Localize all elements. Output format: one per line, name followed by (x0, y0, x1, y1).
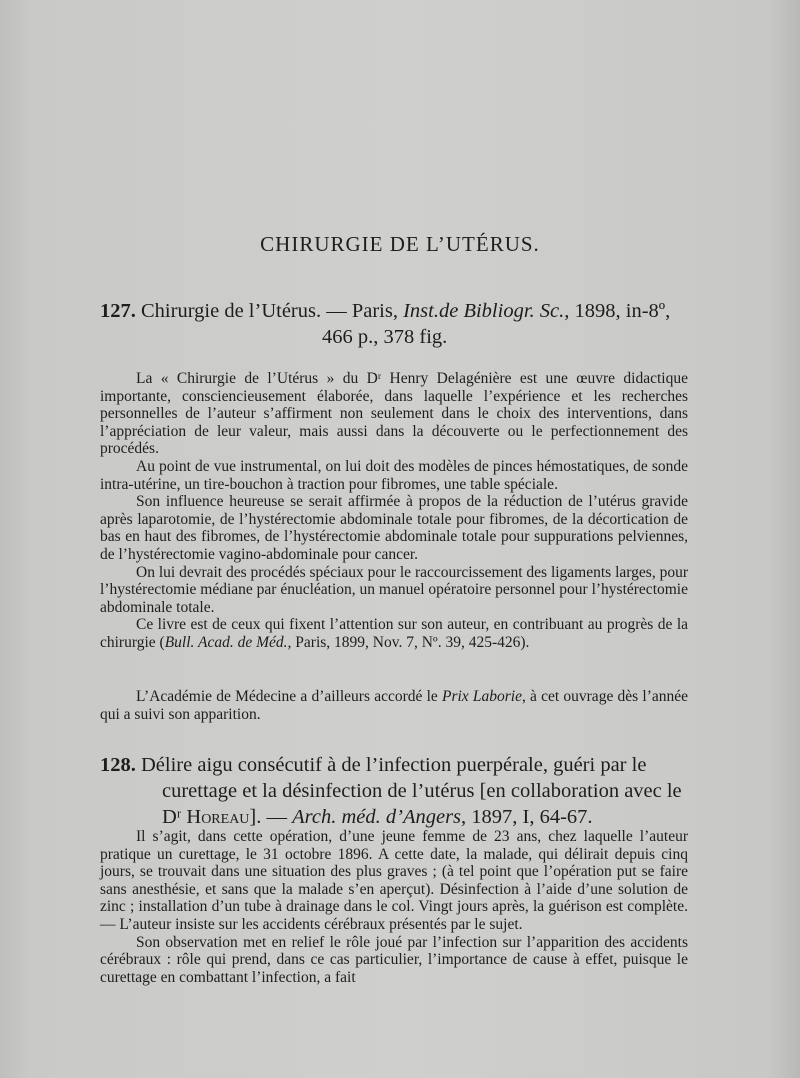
paragraph: On lui devrait des procédés spéciaux pour le raccourcissement des ligaments larges, pour l’hystérectomie médiane par énucléation, un manuel opératoire personnel pour l’hystérectomie abdominale totale. (100, 563, 688, 616)
prize-name: Prix Laborie (441, 688, 522, 705)
paragraph-text: Paris, 1899, Nov. 7, Nº. 39, 425-426). (291, 633, 530, 651)
paragraph: Son influence heureuse se serait affirmée à propos de la réduction de l’utérus gravide après laparotomie, de l’hystérectomie abdominale totale pour fibromes, de la décortication de bas en haut des fibromes, de l’hystérectomie abdominale totale pour suppurations pelviennes, de l’hystérectomie vagino-abdominale pour cancer. (100, 493, 688, 563)
paragraph: Il s’agit, dans cette opération, d’une jeune femme de 23 ans, chez laquelle l’auteur pratique un curettage, le 31 octobre 1896. A cette date, la malade, qui délirait depuis cinq jours, se trouvait dans une situation des plus graves ; (à tel point que l’opération put se faire sans anesthésie, et sans que la malade s’en aperçut). Désinfection à l’aide d’une solution de zinc ; installation d’un tube à drainage dans le col. Vingt jours après, la guérison est complète. — L’auteur insiste sur les accidents cérébraux présentés par le sujet. (100, 828, 688, 933)
paragraph-text: , à cet ouvrage dès l’année qui a suivi son apparition. (100, 688, 688, 723)
title-text: Dʳ (162, 806, 187, 828)
entry-128-body (100, 828, 688, 986)
entry-127-note (100, 688, 688, 723)
section-heading: CHIRURGIE DE L’UTÉRUS. (260, 232, 540, 256)
citation-source: Bull. Acad. de Méd., (164, 633, 292, 651)
entry-title-text: Chirurgie de l’Utérus. — Paris, (135, 300, 404, 322)
coauthor-name: Horeau (186, 806, 250, 828)
paragraph (100, 688, 688, 723)
entry-source: Arch. méd. d’Angers (292, 806, 462, 828)
paragraph: La « Chirurgie de l’Utérus » du Dʳ Henry Delagénière est une œuvre didactique importante, consciencieusement élaborée, dans laquelle l’expérience et les recherches personnelles de l’auteur s’affirment non seulement dans le choix des interventions, dans l’appréciation de leur valeur, mais aussi dans la découverte ou le perfectionnement des procédés. (100, 370, 688, 458)
paragraph-text: Ce livre est de ceux qui fixent l’attention sur son auteur, en contribuant au progrès de la chirurgie ( (100, 616, 688, 651)
entry-number: 127. (100, 300, 136, 322)
entry-127-title (100, 298, 700, 350)
entry-title-line2: curettage et la désinfection de l’utérus [en collaboration avec le (162, 780, 682, 802)
title-text: ]. — (249, 806, 293, 828)
paragraph-text: L’Académie de Médecine a d’ailleurs accordé le (136, 688, 442, 705)
paragraph (100, 616, 688, 651)
entry-source: Inst.de Bibliogr. Sc. (403, 300, 565, 322)
paragraph: Son observation met en relief le rôle joué par l’infection sur l’apparition des accidents cérébraux : rôle qui prend, dans ce cas particulier, l’importance de cause à effet, puisque le curettage en combattant l’infection, a fait (100, 933, 688, 986)
entry-title-line2: 466 p., 378 fig. (322, 326, 448, 348)
entry-title-text: Délire aigu consécutif à de l’infection puerpérale, guéri par le (135, 754, 647, 776)
entry-number: 128. (100, 754, 136, 776)
entry-128-title (100, 752, 700, 830)
entry-title-line3 (100, 804, 700, 830)
title-text: , 1897, I, 64-67. (461, 806, 593, 828)
paragraph: Au point de vue instrumental, on lui doit des modèles de pinces hémostatiques, de sonde intra-utérine, un tire-bouchon à traction pour fibromes, une table spéciale. (100, 457, 688, 493)
entry-title-text: , 1898, in-8º, (564, 300, 671, 322)
entry-127-body (100, 370, 688, 652)
